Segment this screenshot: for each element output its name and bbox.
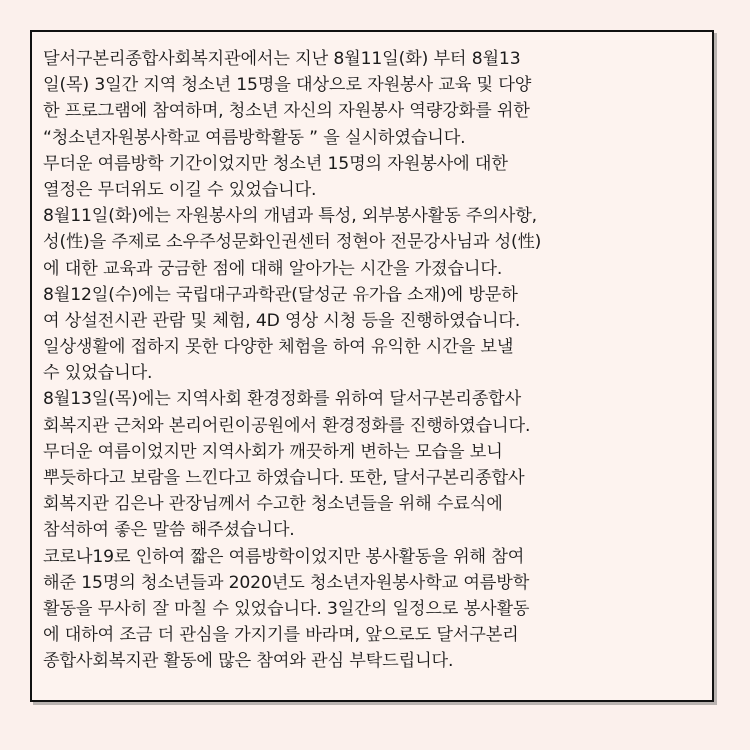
text-line: 뿌듯하다고 보람을 느낀다고 하였습니다. 또한, 달서구본리종합사 <box>43 468 525 488</box>
text-line: 에 대한 교육과 궁금한 점에 대해 알아가는 시간을 가졌습니다. <box>43 258 503 279</box>
text-line: 수 있었습니다. <box>43 363 153 384</box>
text-line: 성(性)을 주제로 소우주성문화인권센터 정현아 전문강사님과 성(性) <box>43 232 542 253</box>
text-line: 해준 15명의 청소년들과 2020년도 청소년자원봉사학교 여름방학 <box>43 572 530 593</box>
text-line: 코로나19로 인하여 짧은 여름방학이었지만 봉사활동을 위해 참여 <box>43 546 525 567</box>
text-frame <box>30 30 714 702</box>
text-line: 8월13일(목)에는 지역사회 환경정화를 위하여 달서구본리종합사 <box>43 389 522 410</box>
text-line: 에 대하여 조금 더 관심을 가지기를 바라며, 앞으로도 달서구본리 <box>43 625 519 646</box>
text-line: 참석하여 좋은 말씀 해주셨습니다. <box>43 520 295 541</box>
text-line: 회복지관 근처와 본리어린이공원에서 환경정화를 진행하였습니다. <box>43 415 531 436</box>
text-line: 일(목) 3일간 지역 청소년 15명을 대상으로 자원봉사 교육 및 다양 <box>43 75 532 96</box>
announcement-text <box>43 46 713 675</box>
text-line: 달서구본리종합사회복지관에서는 지난 8월11일(화) 부터 8월13 <box>43 49 521 69</box>
text-line: “청소년자원봉사학교 여름방학활동 ” 을 실시하였습니다. <box>43 127 466 148</box>
text-line: 활동을 무사히 잘 마칠 수 있었습니다. 3일간의 일정으로 봉사활동 <box>43 598 530 619</box>
text-line: 8월12일(수)에는 국립대구과학관(달성군 유가읍 소재)에 방문하 <box>43 284 518 305</box>
text-line: 열정은 무더위도 이길 수 있었습니다. <box>43 179 317 200</box>
text-line: 회복지관 김은나 관장님께서 수고한 청소년들을 위해 수료식에 <box>43 494 503 515</box>
text-line: 8월11일(화)에는 자원봉사의 개념과 특성, 외부봉사활동 주의사항, <box>43 206 537 227</box>
text-line: 무더운 여름방학 기간이었지만 청소년 15명의 자원봉사에 대한 <box>43 153 508 174</box>
text-line: 무더운 여름이었지만 지역사회가 깨끗하게 변하는 모습을 보니 <box>43 441 503 462</box>
text-line: 종합사회복지관 활동에 많은 참여와 관심 부탁드립니다. <box>43 651 454 672</box>
text-line: 여 상설전시관 관람 및 체험, 4D 영상 시청 등을 진행하였습니다. <box>43 310 521 331</box>
text-line: 일상생활에 접하지 못한 다양한 체험을 하여 유익한 시간을 보낼 <box>43 337 514 358</box>
text-line: 한 프로그램에 참여하며, 청소년 자신의 자원봉사 역량강화를 위한 <box>43 101 530 122</box>
